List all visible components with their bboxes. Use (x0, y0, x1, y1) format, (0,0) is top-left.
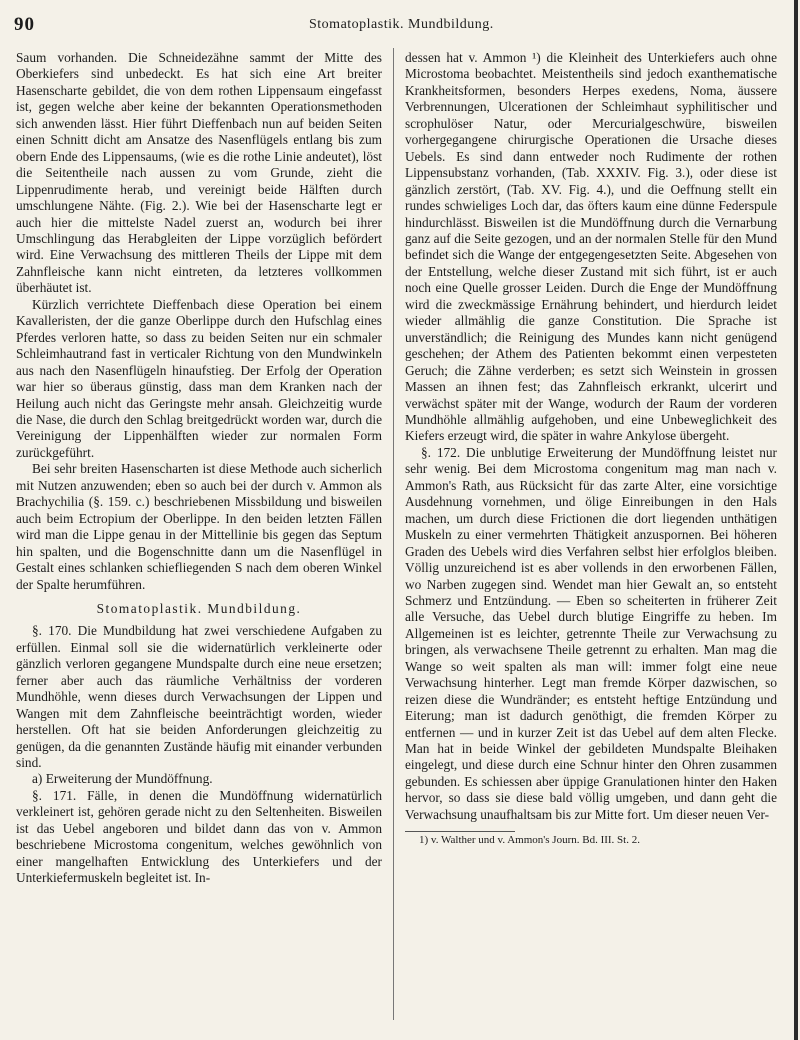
running-head: Stomatoplastik. Mundbildung. (309, 17, 494, 32)
column-divider (393, 48, 394, 1020)
page-edge (794, 0, 798, 1040)
paragraph: Saum vorhanden. Die Schneidezähne sammt der Mitte des Oberkiefers sind unbedeckt. Es hat sich eine Art breiter Hasenscharte gebildet, die von dem rothen Lippensaum eingefasst ist, gegen welche aber keine der bekannten Operationsmethoden sich anwenden lässt. Hier führt Dieffenbach nun auf beiden Seiten einen Schnitt dicht am Ansatze des Nasenflügels entlang bis zum obern Ende des Lippensaums, (wie es die rothe Linie andeutet), löst die Seitentheile nach aussen zu vom Grunde, zieht die Lippenrudimente herab, und vereinigt beide Hälften durch umschlungene Nähte. (Fig. 2.). Wie bei der Hasenscharte legt er auch hier die mittelste Nadel zuerst an, wodurch bei ihrer Umschlingung das Herabgleiten der Lippe vorzüglich befördert wird. Eine Verwachsung des mittleren Theils der Lippe mit dem Zahnfleische kann nicht eintreten, da letzteres vollkommen überhäutet ist. (16, 50, 382, 296)
page-number: 90 (14, 14, 35, 35)
paragraph: dessen hat v. Ammon ¹) die Kleinheit des Unterkiefers auch ohne Microstoma beobachtet. Meistentheils sind jedoch exanthematische Krankheitsformen, besonders Herpes exedens, Noma, äussere Verbrennungen, Ulcerationen der Schleimhaut syphilitischer und scrophulöser Natur, oder Mercurialgeschwüre, bisweilen vorhergegangene chirurgische Operationen die Ursache dieses Uebels. Es sind dann entweder noch Rudimente der rothen Lippensubstanz vorhanden, (Tab. XXXIV. Fig. 3.), oder diese ist gänzlich zerstört, (Tab. XV. Fig. 4.), und die Oeffnung stellt ein rundes schwieliges Loch dar, das öfters kaum eine dünne Federspule hindurchlässt. Bisweilen ist die Mundöffnung durch die Vernarbung ganz auf die Seite gezogen, und an der normalen Stelle für den Mund befindet sich die Wange der entgegengesetzten Seite. Abgesehen von der Entstellung, welche dieser Zustand mit sich führt, ist er auch noch eine Quelle grosser Leiden. Durch die Enge der Mundöffnung wird die zweckmässige Ernährung behindert, und hierdurch leidet wieder allmählig die ganze Constitution. Die Sprache ist unverständlich; die Reinigung des Mundes kann nicht genügend geschehen; der Athem des Patienten bekommt einen verpesteten Geruch; die Zähne verderben; es setzt sich Weinstein in grossen Massen an ihnen fest; das Zahnfleisch erkrankt, ulcerirt und verwächst später mit der Wange, wodurch der Raum der vorderen Mundhöhle allmählig aufgehoben, und eine Unbeweglichkeit des Kiefers erzeugt wird, die später in wahre Ankylose übergeht. (405, 50, 777, 444)
page-header (14, 14, 784, 40)
paragraph: Kürzlich verrichtete Dieffenbach diese Operation bei einem Kavalleristen, der die ganze Oberlippe durch den Hufschlag eines Pferdes verloren hatte, so dass zu beiden Seiten nur ein schmaler Schleimhautrand fast in verticaler Richtung von den Mundwinkeln aus nach den Nasenflügeln hinaufstieg. Der Erfolg der Operation war hier so überaus günstig, dass man dem Kranken nach der Heilung auch nicht das Geringste mehr ansah. Gleichzeitig wurde die Nase, die durch den Schlag breitgedrückt worden war, durch die Vereinigung der Lippenhälften wieder zur normalen Form zurückgeführt. (16, 296, 382, 460)
right-column (405, 50, 777, 847)
paragraph: §. 170. Die Mundbildung hat zwei verschiedene Aufgaben zu erfüllen. Einmal soll sie die widernatürlich verkleinerte oder gänzlich verloren gegangene Mundspalte durch eine neue ersetzen; ferner aber auch das räumliche Verhältniss der vorderen Mundhöhle, wenn dieses durch Verwachsungen der Lippen und Wangen mit dem Zahnfleische beeinträchtigt worden, wieder herstellen. Oft hat sie beiden Anforderungen gleichzeitig zu genügen, da die genannten Zustände häufig mit einander verbunden sind. (16, 623, 382, 771)
left-column (16, 50, 382, 887)
footnote: 1) v. Walther und v. Ammon's Journ. Bd. III. St. 2. (419, 834, 640, 847)
paragraph: §. 172. Die unblutige Erweiterung der Mundöffnung leistet nur sehr wenig. Bei dem Microstoma congenitum mag man nach v. Ammon's Rath, aus Rücksicht für das zarte Alter, eine vorsichtige Ausdehnung vornehmen, und ölige Einreibungen in den Hals machen, um durch diese Frictionen die dort liegenden unthätigen Muskeln zu einer vermehrten Thätigkeit anzuspornen. Bei höheren Graden des Uebels wird dies Verfahren selbst hier erfolglos bleiben. Völlig unzureichend ist es aber vollends in den erworbenen Fällen, wo Narben zugegen sind. Wendet man hier Gewalt an, so entsteht Schmerz und Entzündung. — Eben so scheiterten in früherer Zeit alle Versuche, das Uebel durch blutige Eingriffe zu heben. Im Allgemeinen ist es leichter, getrennte Theile zur Verwachsung zu bringen, als verwachsene Theile getrennt zu erhalten. Man mag die Wange so weit spalten als man will: immer folgt eine neue Verwachsung hinterher. Legt man fremde Körper dazwischen, so reizen diese die Wundränder; es entsteht heftige Entzündung und Eiterung; man ist dadurch genöthigt, die fremden Körper zu entfernen — und in kurzer Zeit ist das Uebel auf dem alten Flecke. Man hat in beide Winkel der gebildeten Mundspalte Bleihaken eingelegt, und diese durch eine Schnur hinter den Ohren zusammen gebunden. Es schiessen aber üppige Granulationen hinter den Haken hervor, so dass sie diese bald völlig umgeben, und dann geht die Verwachsung unaufhaltsam bis zur Mitte fort. Um dieser neuen Ver- (405, 444, 777, 822)
subsection-heading: a) Erweiterung der Mundöffnung. (32, 771, 213, 787)
section-title: Stomatoplastik. Mundbildung. (96, 600, 302, 616)
paragraph: Bei sehr breiten Hasenscharten ist diese Methode auch sicherlich mit Nutzen anzuwenden; eben so auch bei der durch v. Ammon als Brachychilia (§. 159. c.) beschriebenen Missbildung und bisweilen auch beim Ectropium der Oberlippe. In den beiden letzten Fällen wird man die Lippe genau in der Mittellinie bis gegen das Septum hin spalten, und die Bogenschnitte dann um die Nasenflügel in Gestalt eines schlanken schiefliegenden S nach dem oberen Winkel der Spalte herumführen. (16, 461, 382, 592)
footnote-rule (405, 831, 515, 832)
paragraph: §. 171. Fälle, in denen die Mundöffnung widernatürlich verkleinert ist, gehören gerade nicht zu den Seltenheiten. Bisweilen ist das Uebel angeboren und bildet dann das von v. Ammon beschriebene Microstoma congenitum, welches gewöhnlich von einer mangelhaften Entwicklung des Unterkiefers und der Unterkiefermuskeln begleitet ist. In- (16, 787, 382, 886)
